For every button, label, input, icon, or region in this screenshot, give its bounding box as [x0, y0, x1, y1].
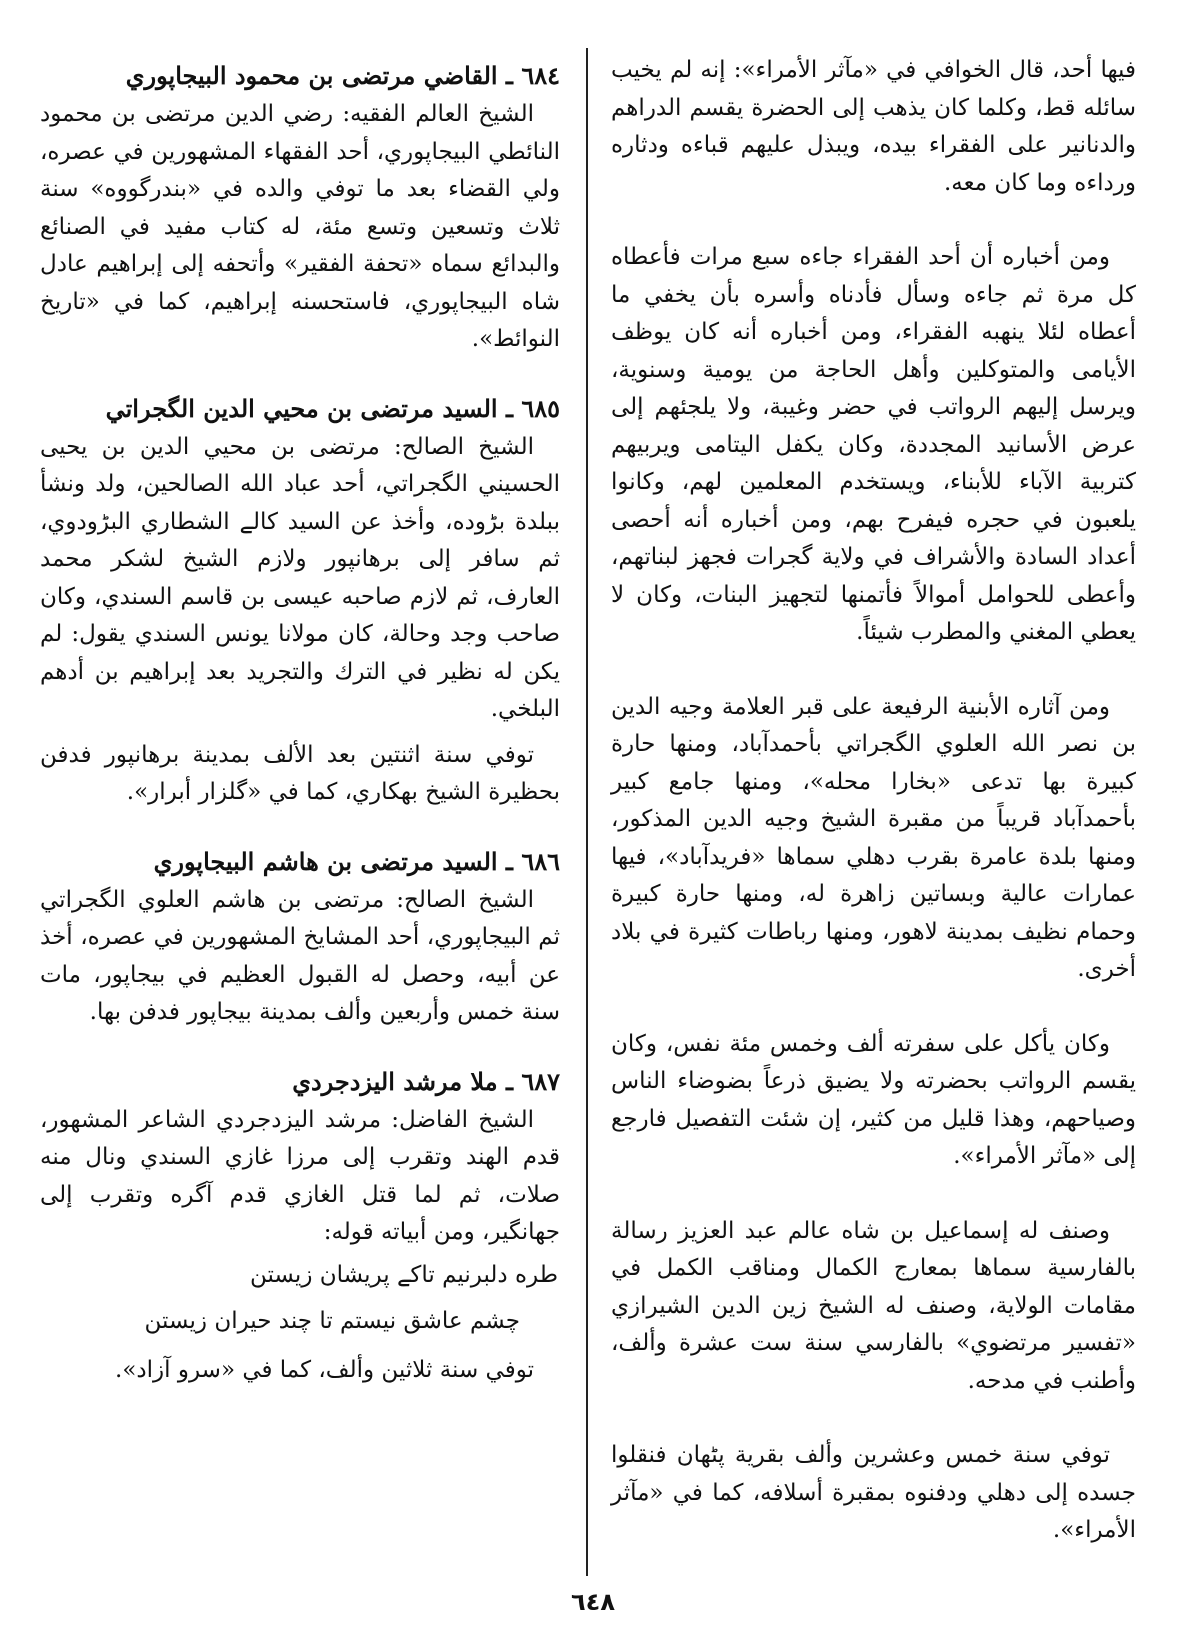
verse-line-2: چشم عاشق نيستم تا چند حيران زيستن [144, 1307, 520, 1334]
paragraph-6: توفي سنة خمس وعشرين وألف بقرية پٹهان فنقلوا جسده إلى دهلي ودفنوه بمقبرة أسلافه، كما في «مآثر الأمراء». [611, 1442, 1136, 1543]
entry-686-text: الشيخ الصالح: مرتضى بن هاشم العلوي الگجراتي ثم البيجاپوري، أحد المشايخ المشهورين في عصره، أخذ عن أبيه، وحصل له القبول العظيم في بيجاپور، مات سنة خمس وأربعين وألف بمدينة بيجاپور فدفن بها. [40, 886, 560, 1025]
paragraph-1: فيها أحد، قال الخوافي في «مآثر الأمراء»: إنه لم يخيب سائله قط، وكلما كان يذهب إلى الحضرة يقسم الدراهم والدنانير على الفقراء بيده، ويبذل عليهم قباءه ودثاره ورداءه وما كان معه. [611, 57, 1136, 196]
entry-686-title: ٦٨٦ ـ السيد مرتضى بن هاشم البيجاپوري [153, 846, 560, 876]
paragraph-5: وصنف له إسماعيل بن شاه عالم عبد العزيز رسالة بالفارسية سماها بمعارج الكمال ومناقب الكمل في مقامات الولاية، وصنف له الشيخ زين الدين الشيرازي «تفسير مرتضوي» بالفارسي سنة ست عشرة وألف، وأطنب في مدحه. [611, 1217, 1136, 1394]
entry-685-title: ٦٨٥ ـ السيد مرتضى بن محيي الدين الگجراتي [105, 393, 560, 423]
entry-685-death: توفي سنة اثنتين بعد الألف بمدينة برهانپور فدفن بحظيرة الشيخ بهكاري، كما في «گلزار أبرار». [40, 741, 560, 805]
left-column [40, 52, 560, 1582]
verse-line-1: طره دلبرنيم تاكے پريشان زيستن [249, 1261, 558, 1288]
paragraph-4: وكان يأكل على سفرته ألف وخمس مئة نفس، وكان يقسم الرواتب بحضرته ولا يضيق ذرعاً بضوضاء الناس وصياحهم، وهذا قليل من كثير، إن شئت التفصيل فارجع إلى «مآثر الأمراء». [611, 1030, 1136, 1169]
page-number: ٦٤٨ [571, 1588, 615, 1616]
paragraph-2: ومن أخباره أن أحد الفقراء جاءه سبع مرات فأعطاه كل مرة ثم جاءه وسأل فأدناه وأسره بأن يخفي ما أعطاه لئلا ينهبه الفقراء، ومن أخباره أنه كان يوظف الأيامى والمتوكلين وأهل الحاجة من يومية وسنوية، ويرسل إليهم الرواتب في حضر وغيبة، ولا يلجئهم إلى عرض الأسانيد المجددة، وكان يكفل اليتامى ويربيهم كتربية الآباء للأبناء، ويستخدم المعلمين لهم، وكانوا يلعبون في حجره فيفرح بهم، ومن أخباره أنه أحصى أعداد السادة والأشراف في ولاية گجرات فجهز لبناتهم، وأعطى للحوامل أموالاً فأتمنها لتجهيز البنات، وكان لا يعطي المغني والمطرب شيئاً. [611, 244, 1136, 645]
entry-687-text: الشيخ الفاضل: مرشد اليزدجردي الشاعر المشهور، قدم الهند وتقرب إلى مرزا غازي السندي ونال منه صلات، ثم لما قتل الغازي قدم آگره وتقرب إلى جهانگير، ومن أبياته قوله: [40, 1106, 560, 1245]
entry-687-death: توفي سنة ثلاثين وألف، كما في «سرو آزاد». [115, 1356, 534, 1383]
entry-684-title: ٦٨٤ ـ القاضي مرتضى بن محمود البيجاپوري [125, 61, 560, 90]
entry-684-text: الشيخ العالم الفقيه: رضي الدين مرتضى بن محمود النائطي البيجاپوري، أحد الفقهاء المشهورين في عصره، ولي القضاء بعد ما توفي والده في «بندرگووه» سنة ثلاث وتسعين وتسع مئة، له كتاب مفيد في الصنائع والبدائع سماه «تحفة الفقير» وأتحفه إلى إبراهيم عادل شاه البيجاپوري، فاستحسنه إبراهيم، كما في «تاريخ النوائط». [40, 101, 560, 352]
entry-687-title: ٦٨٧ ـ ملا مرشد اليزدجردي [292, 1066, 560, 1096]
paragraph-3: ومن آثاره الأبنية الرفيعة على قبر العلامة وجيه الدين بن نصر الله العلوي الگجراتي بأحمدآباد، ومنها حارة كبيرة بها تدعى «بخارا محله»، ومنها جامع كبير بأحمدآباد قريباً من مقبرة الشيخ وجيه الدين المذكور، ومنها بلدة عامرة بقرب دهلي سماها «فريدآباد»، فيها عمارات عالية وبساتين زاهرة له، ومنها حارة كبيرة وحمام نظيف بمدينة لاهور، ومنها رباطات كثيرة في بلاد أخرى. [611, 693, 1136, 982]
entry-685-text: الشيخ الصالح: مرتضى بن محيي الدين بن يحيى الحسيني الگجراتي، أحد عباد الله الصالحين، ولد ونشأ ببلدة بڑوده، وأخذ عن السيد كالے الشطاري البڑودوي، ثم سافر إلى برهانپور ولازم الشيخ لشكر محمد العارف، ثم لازم صاحبه عيسى بن قاسم السندي، وكان صاحب وجد وحالة، كان مولانا يونس السندي يقول: لم يكن له نظير في الترك والتجريد بعد إبراهيم بن أدهم البلخي. [40, 433, 560, 722]
column-divider [586, 48, 588, 1576]
right-column [611, 52, 1136, 1582]
